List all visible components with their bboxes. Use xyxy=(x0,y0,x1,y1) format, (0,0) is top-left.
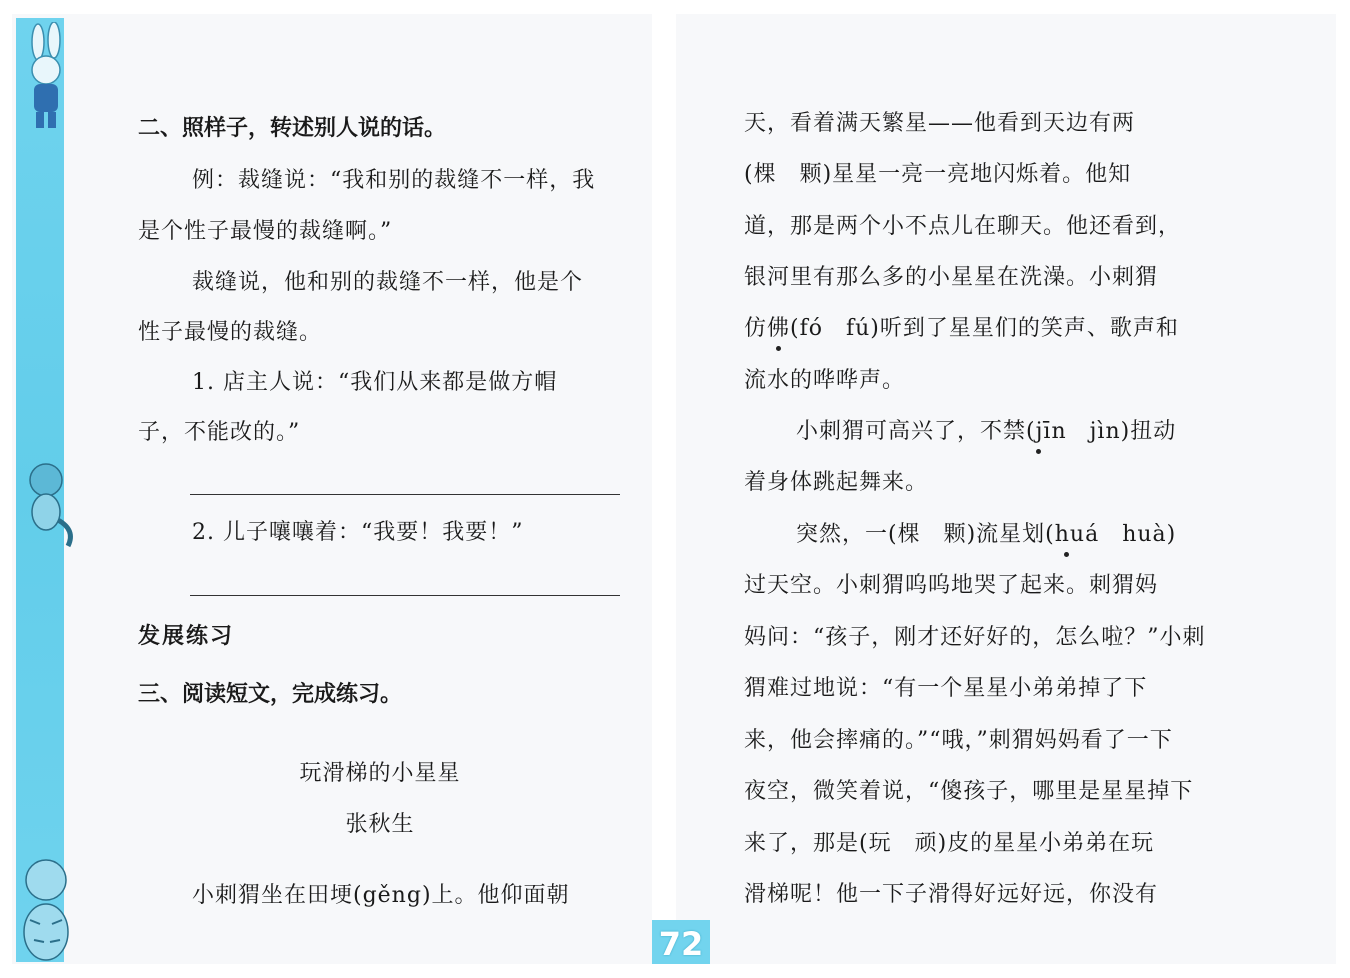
tiger-cartoon-icon xyxy=(10,820,80,970)
story-right-line-13: 来，他会摔痛的。”“哦，”刺猬妈妈看了一下 xyxy=(744,728,1173,753)
raccoon-cartoon-icon xyxy=(10,450,80,550)
story-right-line-8: 着身体跳起舞来。 xyxy=(744,470,929,495)
question-1-line-2: 子，不能改的。” xyxy=(138,420,301,445)
story-right-line-12: 猬难过地说：“有一个星星小弟弟掉了下 xyxy=(744,676,1148,701)
story-right-line-7: 小刺猬可高兴了，不禁(jīn jìn)扭动 xyxy=(796,419,1177,444)
development-heading: 发展练习 xyxy=(138,624,235,649)
answer-blank-2[interactable] xyxy=(190,595,620,596)
story-right-line-16: 滑梯呢！他一下子滑得好远好远，你没有 xyxy=(744,882,1159,907)
question-1-line-1: 1. 店主人说：“我们从来都是做方帽 xyxy=(192,370,558,395)
rabbit-cartoon-icon xyxy=(10,22,80,132)
story-right-line-5: 仿佛(fó fú)听到了星星们的笑声、歌声和 xyxy=(744,316,1179,341)
story-title: 玩滑梯的小星星 xyxy=(299,761,461,786)
story-line-1: 小刺猬坐在田埂(gěng)上。他仰面朝 xyxy=(192,883,570,908)
story-right-line-4: 银河里有那么多的小星星在洗澡。小刺猬 xyxy=(744,265,1159,290)
story-author: 张秋生 xyxy=(345,812,415,837)
story-right-line-9: 突然，一(棵 颗)流星划(huá huà) xyxy=(796,522,1177,547)
story-right-line-15: 来了，那是(玩 顽)皮的星星小弟弟在玩 xyxy=(744,831,1155,856)
story-right-line-10: 过天空。小刺猬呜呜地哭了起来。刺猬妈 xyxy=(744,573,1159,598)
question-2-line: 2. 儿子嚷嚷着：“我要！我要！” xyxy=(192,520,524,545)
section-2-title: 二、照样子，转述别人说的话。 xyxy=(138,116,447,141)
answer-line-1: 裁缝说，他和别的裁缝不一样，他是个 xyxy=(192,270,584,295)
example-line-1: 例：裁缝说：“我和别的裁缝不一样，我 xyxy=(192,168,596,193)
answer-line-2: 性子最慢的裁缝。 xyxy=(138,320,323,345)
section-3-title: 三、阅读短文，完成练习。 xyxy=(138,682,403,707)
example-line-2: 是个性子最慢的裁缝啊。” xyxy=(138,219,393,244)
story-right-line-6: 流水的哗哗声。 xyxy=(744,368,906,393)
emphasis-dot xyxy=(1036,449,1041,454)
page-number: 72 xyxy=(652,920,710,964)
story-right-line-11: 妈问：“孩子，刚才还好好的，怎么啦？”小刺 xyxy=(744,625,1206,650)
emphasis-dot xyxy=(776,346,781,351)
answer-blank-1[interactable] xyxy=(190,494,620,495)
story-right-line-1: 天，看着满天繁星——他看到天边有两 xyxy=(744,111,1136,136)
emphasis-dot xyxy=(1064,552,1069,557)
story-right-line-3: 道，那是两个小不点儿在聊天。他还看到， xyxy=(744,214,1182,239)
story-right-line-2: (棵 颗)星星一亮一亮地闪烁着。他知 xyxy=(744,162,1132,187)
story-right-line-14: 夜空，微笑着说，“傻孩子，哪里是星星掉下 xyxy=(744,779,1194,804)
